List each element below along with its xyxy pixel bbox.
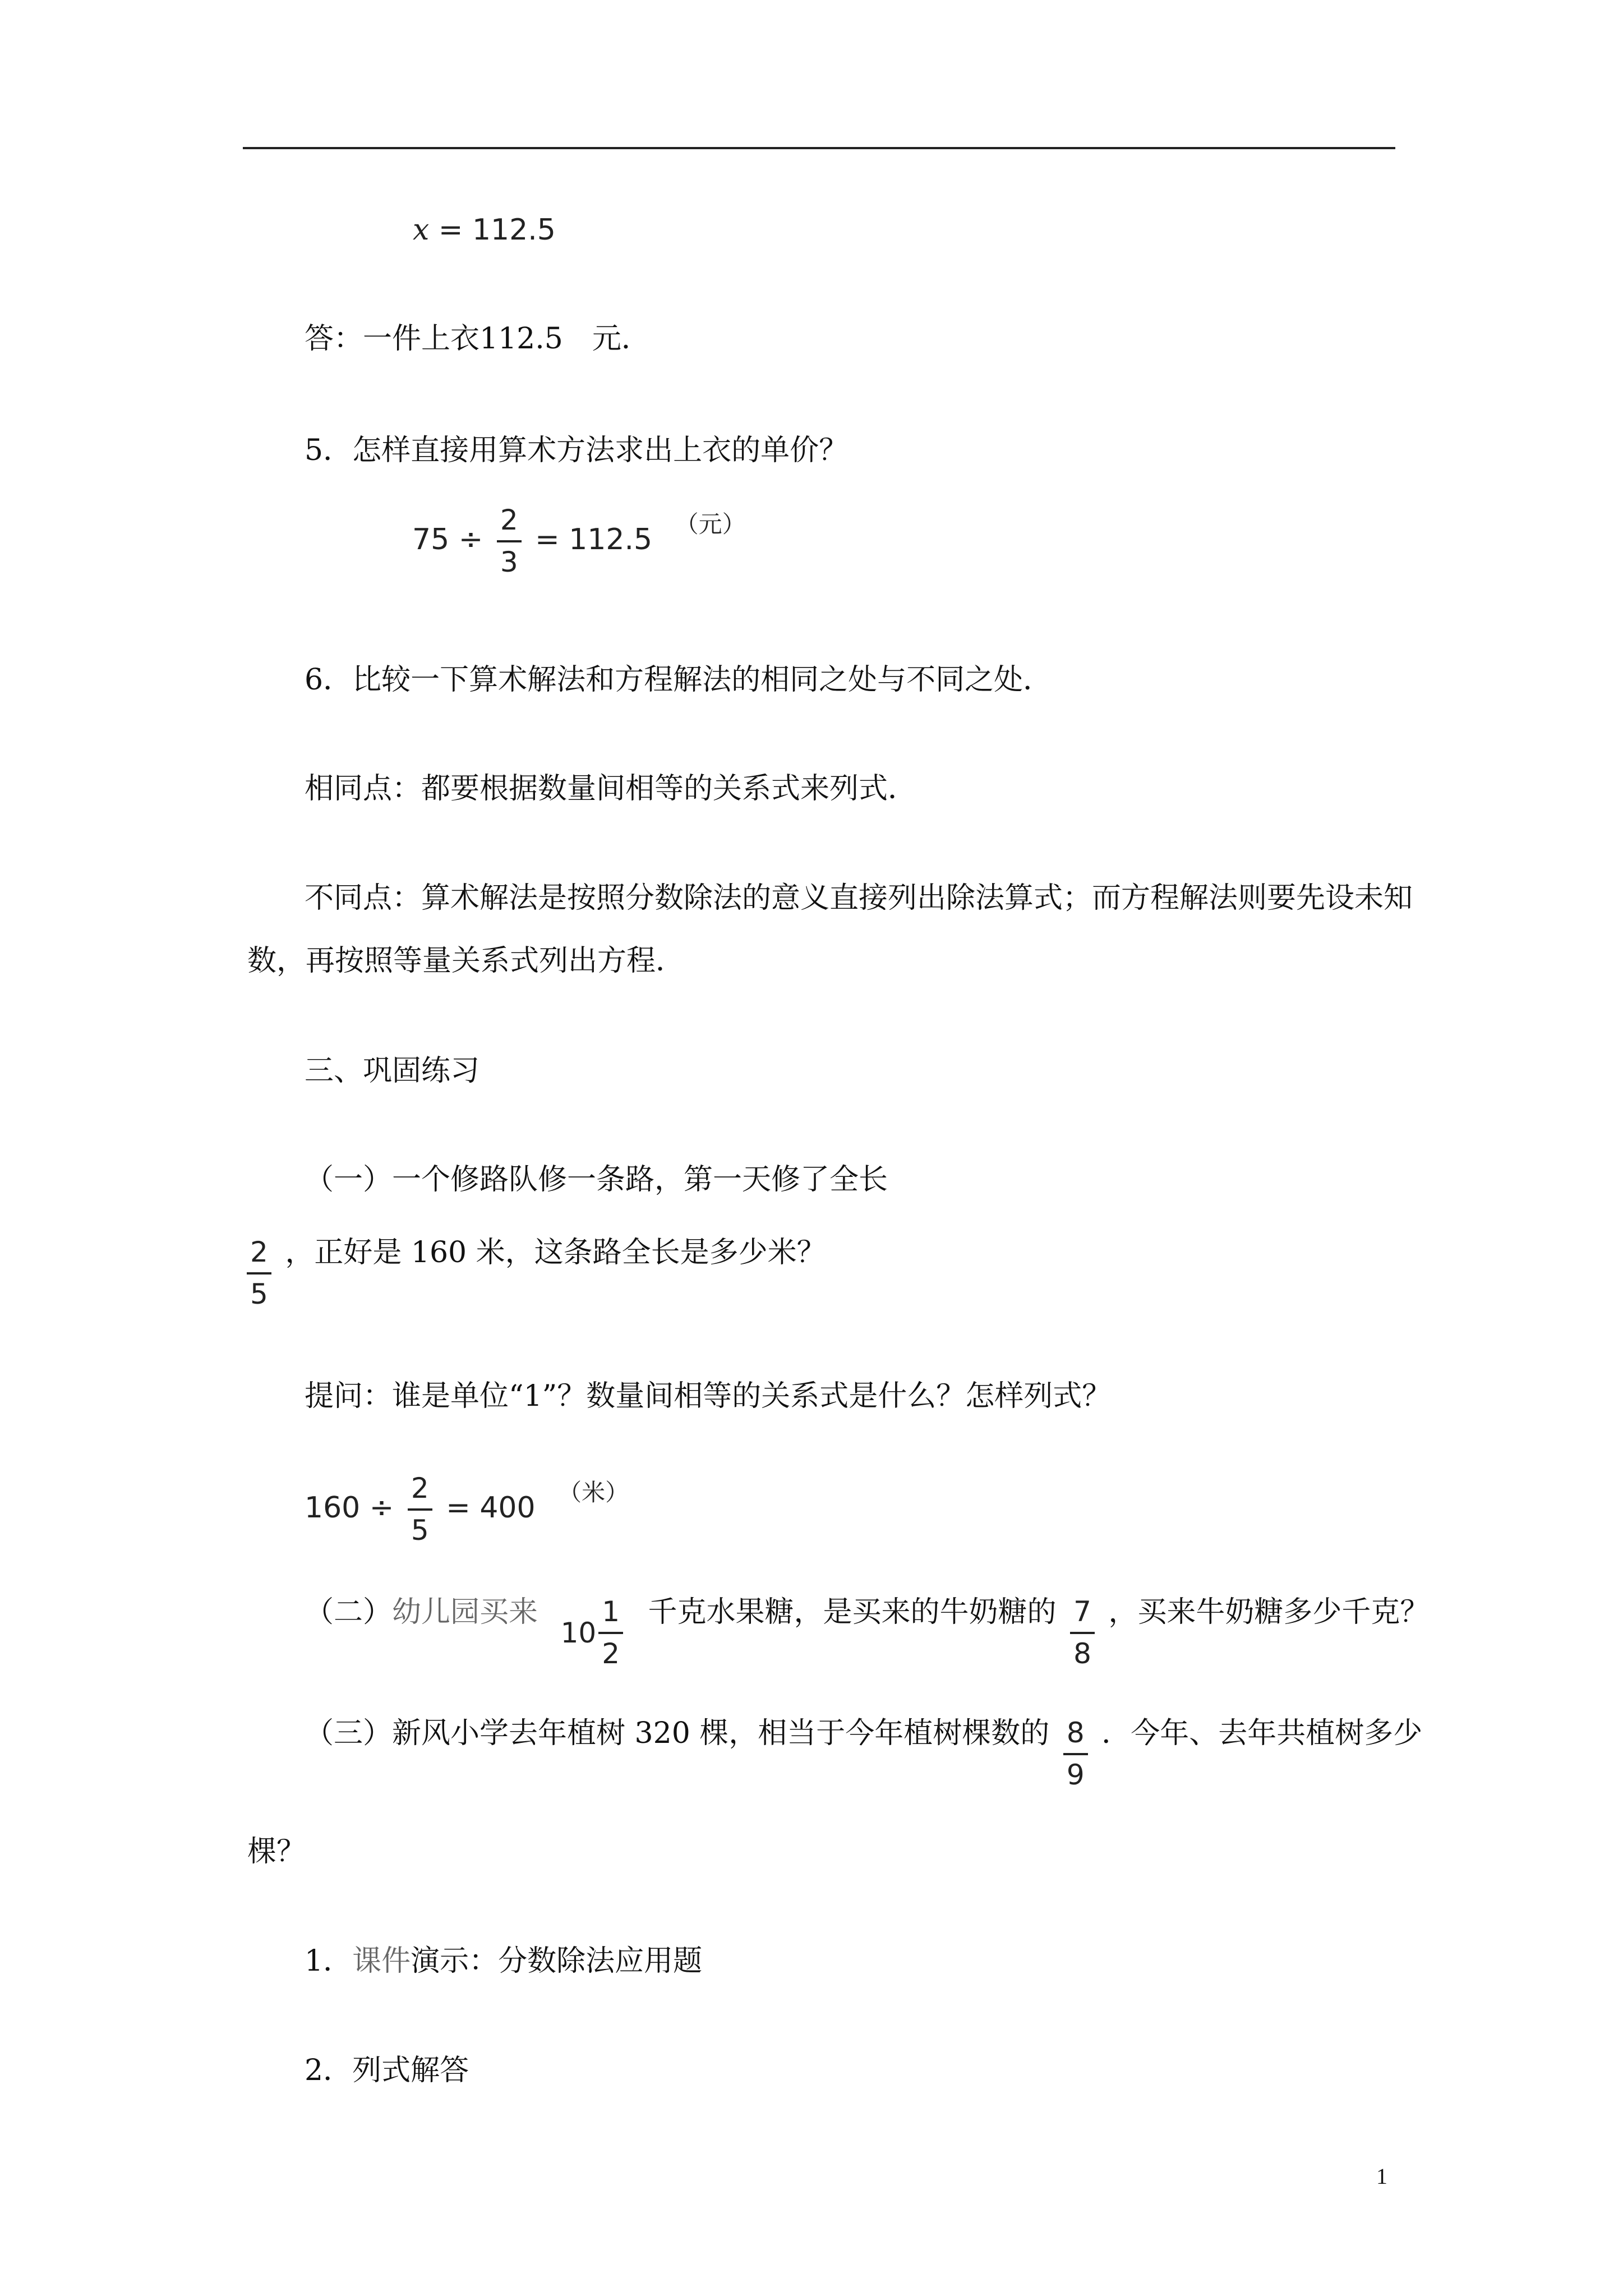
- fraction-denominator: 2: [602, 1637, 620, 1670]
- calc2-unit: （米）: [558, 1479, 629, 1506]
- fraction-denominator: 9: [1066, 1759, 1085, 1791]
- fraction-numerator: 7: [1073, 1595, 1091, 1628]
- exercise-3-text-a: （三）新风小学去年植树 320 棵，相当于今年植树棵数的: [305, 1716, 1050, 1750]
- difference-text-line1: 不同点：算术解法是按照分数除法的意义直接列出除法算式；而方程解法则要先设未知: [305, 881, 1413, 915]
- fraction-2-3: [497, 505, 522, 578]
- exercise-2-text-c: ，买来牛奶糖多少千克？: [1108, 1595, 1430, 1629]
- fraction-denominator: 8: [1073, 1637, 1091, 1670]
- exercise-2-prefix: （二）: [305, 1595, 393, 1629]
- calculation-1: [412, 505, 746, 578]
- fraction-numerator: 2: [500, 504, 518, 536]
- calc1-right: = 112.5: [535, 523, 653, 556]
- equation-x-value: = 112.5: [438, 213, 556, 247]
- step-2: 2．列式解答: [305, 2054, 469, 2087]
- fraction-bar: [598, 1632, 623, 1634]
- fraction-bar: [247, 1272, 271, 1274]
- step-1: [305, 1944, 703, 1978]
- difference-text-line2: 数，再按照等量关系式列出方程．: [247, 944, 685, 978]
- fraction-numerator: 1: [602, 1595, 620, 1628]
- step-1-text: 演示：分数除法应用题: [411, 1944, 703, 1978]
- fraction-8-9: [1063, 1718, 1088, 1791]
- fraction-numerator: 2: [250, 1236, 268, 1268]
- exercise-2-text-b: 千克水果糖，是买来的牛奶糖的: [648, 1595, 1057, 1629]
- step-1-number: 1．: [305, 1944, 353, 1978]
- calc2-left: 160 ÷: [305, 1491, 394, 1525]
- prompt-question: 提问：谁是单位“1”？数量间相等的关系式是什么？怎样列式？: [305, 1379, 1112, 1413]
- question-6: 6．比较一下算术解法和方程解法的相同之处与不同之处．: [305, 663, 1053, 697]
- mixed-fraction: [598, 1596, 623, 1669]
- calc1-left: 75 ÷: [412, 523, 483, 556]
- similarity-text: 相同点：都要根据数量间相等的关系式来列式．: [305, 772, 917, 806]
- exercise-3: [305, 1718, 1422, 1791]
- fraction-7-8: [1070, 1596, 1095, 1669]
- calc1-unit: （元）: [675, 510, 746, 538]
- exercise-2: [305, 1596, 1429, 1669]
- exercise-3-line2: 棵？: [247, 1835, 306, 1869]
- fraction-bar: [1070, 1632, 1095, 1634]
- header-rule: [243, 147, 1395, 149]
- fraction-bar: [1063, 1753, 1088, 1755]
- exercise-2-text-a: 幼儿园买来: [392, 1595, 538, 1629]
- section-heading: 三、巩固练习: [305, 1054, 480, 1088]
- answer-line: 答：一件上衣112.5 元．: [305, 322, 651, 356]
- exercise-3-text-b: ．今年、去年共植树多少: [1101, 1716, 1423, 1750]
- page-number: 1: [1376, 2164, 1387, 2189]
- fraction-2-5: [247, 1237, 271, 1310]
- calculation-2: [305, 1473, 629, 1546]
- fraction-denominator: 3: [500, 546, 518, 578]
- exercise-1-line2: [247, 1237, 826, 1310]
- mixed-whole: 10: [560, 1617, 597, 1649]
- question-5: 5．怎样直接用算术方法求出上衣的单价？: [305, 434, 849, 467]
- exercise-1-text: ，正好是 160 米，这条路全长是多少米？: [285, 1235, 826, 1269]
- fraction-bar: [497, 540, 522, 542]
- fraction-numerator: 2: [411, 1472, 429, 1504]
- fraction-2-5: [408, 1473, 432, 1546]
- fraction-bar: [408, 1508, 432, 1511]
- fraction-denominator: 5: [411, 1514, 429, 1547]
- step-1-faint-text: 课件: [352, 1944, 411, 1978]
- mixed-number-10-1-2: [561, 1596, 623, 1669]
- fraction-denominator: 5: [250, 1278, 268, 1310]
- variable-x: x: [413, 213, 430, 247]
- equation-x: [413, 215, 556, 245]
- calc2-right: = 400: [446, 1491, 536, 1525]
- fraction-numerator: 8: [1066, 1717, 1085, 1749]
- exercise-1-line1: （一）一个修路队修一条路，第一天修了全长: [305, 1163, 888, 1197]
